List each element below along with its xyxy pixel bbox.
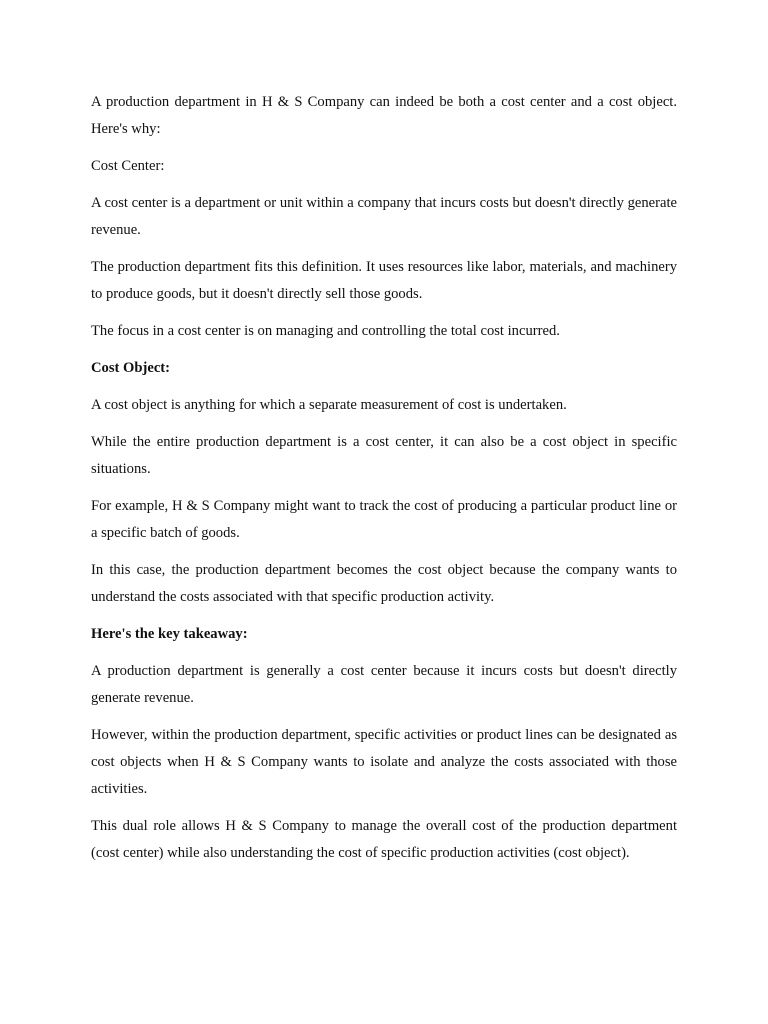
paragraph-intro: A production department in H & S Company can indeed be both a cost center and a cost object. Here's why:	[91, 94, 677, 137]
paragraph-conclusion: This dual role allows H & S Company to manage the overall cost of the production department (cost center) while also understanding the cost of specific production activities (cost object).	[91, 818, 677, 861]
heading-key-takeaway: Here's the key takeaway:	[91, 626, 248, 642]
paragraph: A cost center is a department or unit within a company that incurs costs but doesn't directly generate revenue.	[91, 195, 677, 238]
paragraph: While the entire production department is a cost center, it can also be a cost object in specific situations.	[91, 434, 677, 477]
paragraph: In this case, the production department becomes the cost object because the company wants to understand the costs associated with that specific production activity.	[91, 562, 677, 605]
paragraph: A production department is generally a cost center because it incurs costs but doesn't directly generate revenue.	[91, 663, 677, 706]
paragraph: The production department fits this definition. It uses resources like labor, materials, and machinery to produce goods, but it doesn't directly sell those goods.	[91, 259, 677, 302]
paragraph: For example, H & S Company might want to track the cost of producing a particular product line or a specific batch of goods.	[91, 498, 677, 541]
document-body	[91, 89, 677, 877]
paragraph: The focus in a cost center is on managing and controlling the total cost incurred.	[91, 323, 560, 339]
heading-cost-object: Cost Object:	[91, 360, 171, 376]
paragraph: However, within the production department, specific activities or product lines can be designated as cost objects when H & S Company wants to isolate and analyze the costs associated with those activities.	[91, 727, 677, 797]
paragraph: A cost object is anything for which a separate measurement of cost is undertaken.	[91, 397, 567, 413]
heading-cost-center: Cost Center:	[91, 158, 165, 174]
